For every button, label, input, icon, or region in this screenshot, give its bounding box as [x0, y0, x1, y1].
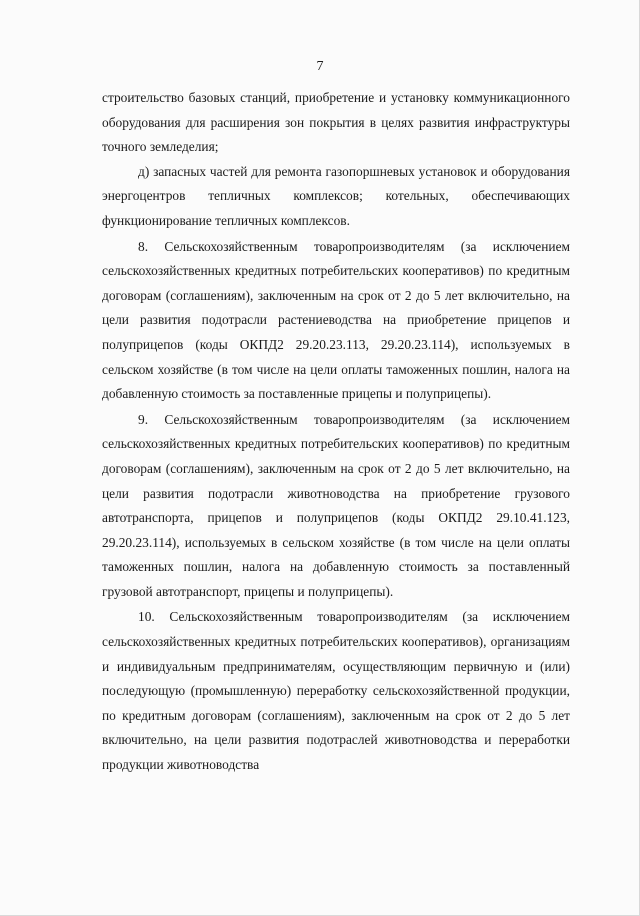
paragraph-continuation: строительство базовых станций, приобретение и установку коммуникационного оборудования для расширения зон покрытия в целях развития инфраструктуры точного земледелия; — [102, 90, 570, 155]
paragraph-9: 9. Сельскохозяйственным товаропроизводителям (за исключением сельскохозяйственных кредитных потребительских кооперативов) по кредитным договорам (соглашениям), заключенным на срок от 2 до 5 лет включительно, на цели развития подотрасли животноводства на приобретение грузового автотранспорта, прицепов и полуприцепов (коды ОКПД2 29.10.41.123, 29.20.23.114), используемых в сельском хозяйстве (в том числе на цели оплаты таможенных пошлин, налога на добавленную стоимость за поставленный грузовой автотранспорт, прицепы и полуприцепы). — [102, 411, 570, 599]
paragraph-10: 10. Сельскохозяйственным товаропроизводителям (за исключением сельскохозяйственных кредитных потребительских кооперативов), организациям и индивидуальным предпринимателям, осуществляющим первичную и (или) последующую (промышленную) переработку сельскохозяйственной продукции, по кредитным договорам (соглашениям), заключенным на срок от 2 до 5 лет включительно, на цели развития подотраслей животноводства и переработки продукции животноводства — [102, 609, 570, 773]
document-body — [102, 86, 570, 778]
page-number: 7 — [316, 59, 324, 74]
paragraph-8: 8. Сельскохозяйственным товаропроизводителям (за исключением сельскохозяйственных кредитных потребительских кооперативов) по кредитным договорам (соглашениям), заключенным на срок от 2 до 5 лет включительно, на цели развития подотрасли растениеводства на приобретение прицепов и полуприцепов (коды ОКПД2 29.20.23.113, 29.20.23.114), используемых в сельском хозяйстве (в том числе на цели оплаты таможенных пошлин, налога на добавленную стоимость за поставленные прицепы и полуприцепы). — [102, 238, 570, 402]
paragraph-item-d: д) запасных частей для ремонта газопоршневых установок и оборудования энергоцентров тепличных комплексов; котельных, обеспечивающих функционирование тепличных комплексов. — [102, 163, 570, 228]
